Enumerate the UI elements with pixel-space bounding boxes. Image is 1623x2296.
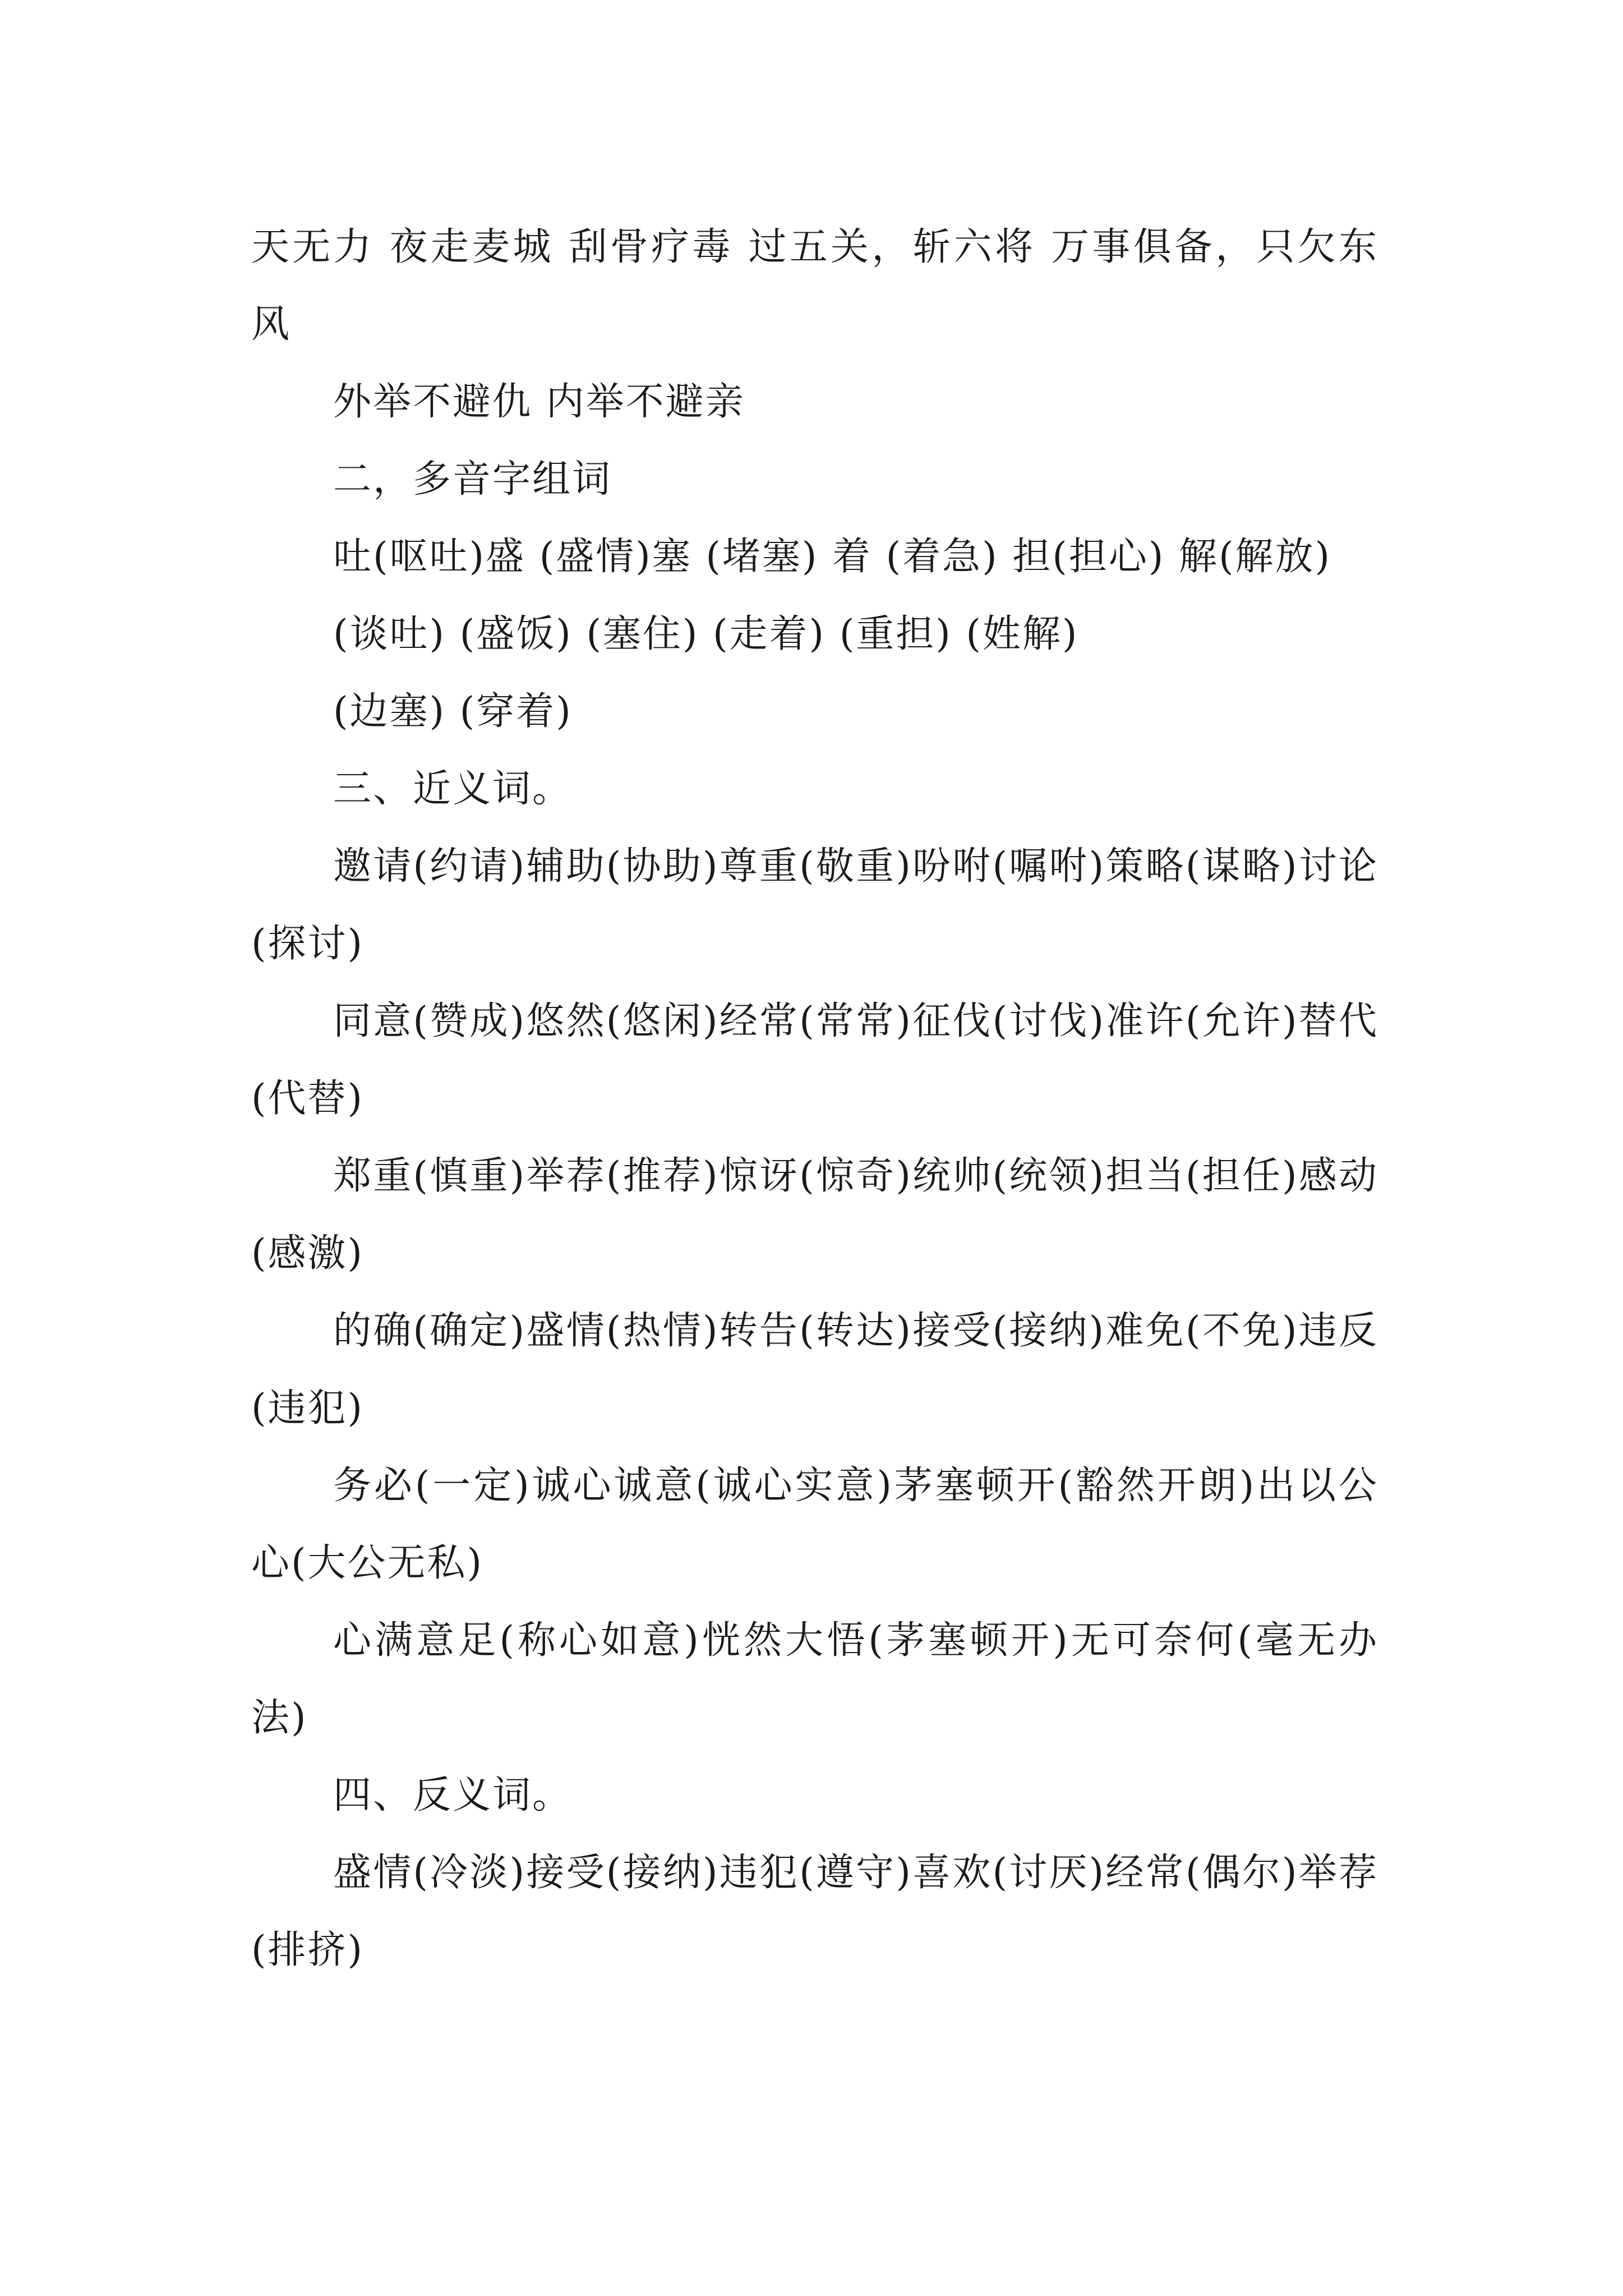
document-body — [251, 209, 1378, 1989]
polyphonic-row-1: 吐(呕吐)盛 (盛情)塞 (堵塞) 着 (着急) 担(担心) 解(解放) — [333, 535, 1332, 579]
synonym-row-2: 同意(赞成)悠然(悠闲)经常(常常)征伐(讨伐)准许(允许)替代(代替) — [251, 999, 1378, 1121]
synonym-row-5: 务必(一定)诚心诚意(诚心实意)茅塞顿开(豁然开朗)出以公心(大公无私) — [251, 1464, 1378, 1585]
polyphonic-row-2: (谈吐) (盛饭) (塞住) (走着) (重担) (姓解) — [333, 612, 1079, 656]
section-heading-antonyms: 四、反义词。 — [333, 1773, 573, 1818]
synonym-row-6: 心满意足(称心如意)恍然大悟(茅塞顿开)无可奈何(毫无办法) — [251, 1618, 1378, 1740]
polyphonic-row-3: (边塞) (穿着) — [333, 689, 573, 734]
antonym-row-1: 盛情(冷淡)接受(接纳)违犯(遵守)喜欢(讨厌)经常(偶尔)举荐(排挤) — [251, 1851, 1378, 1972]
idiom-list-line: 外举不避仇 内举不避亲 — [333, 380, 745, 424]
section-heading-polyphonic: 二，多音字组词 — [333, 457, 612, 501]
synonym-row-4: 的确(确定)盛情(热情)转告(转达)接受(接纳)难免(不免)违反(违犯) — [251, 1309, 1378, 1430]
synonym-row-1: 邀请(约请)辅助(协助)尊重(敬重)吩咐(嘱咐)策略(谋略)讨论(探讨) — [251, 844, 1378, 966]
idiom-list-continued: 天无力 夜走麦城 刮骨疗毒 过五关，斩六将 万事俱备，只欠东风 — [251, 225, 1378, 347]
synonym-row-3: 郑重(慎重)举荐(推荐)惊讶(惊奇)统帅(统领)担当(担任)感动(感激) — [251, 1154, 1378, 1276]
section-heading-synonyms: 三、近义词。 — [333, 767, 573, 811]
